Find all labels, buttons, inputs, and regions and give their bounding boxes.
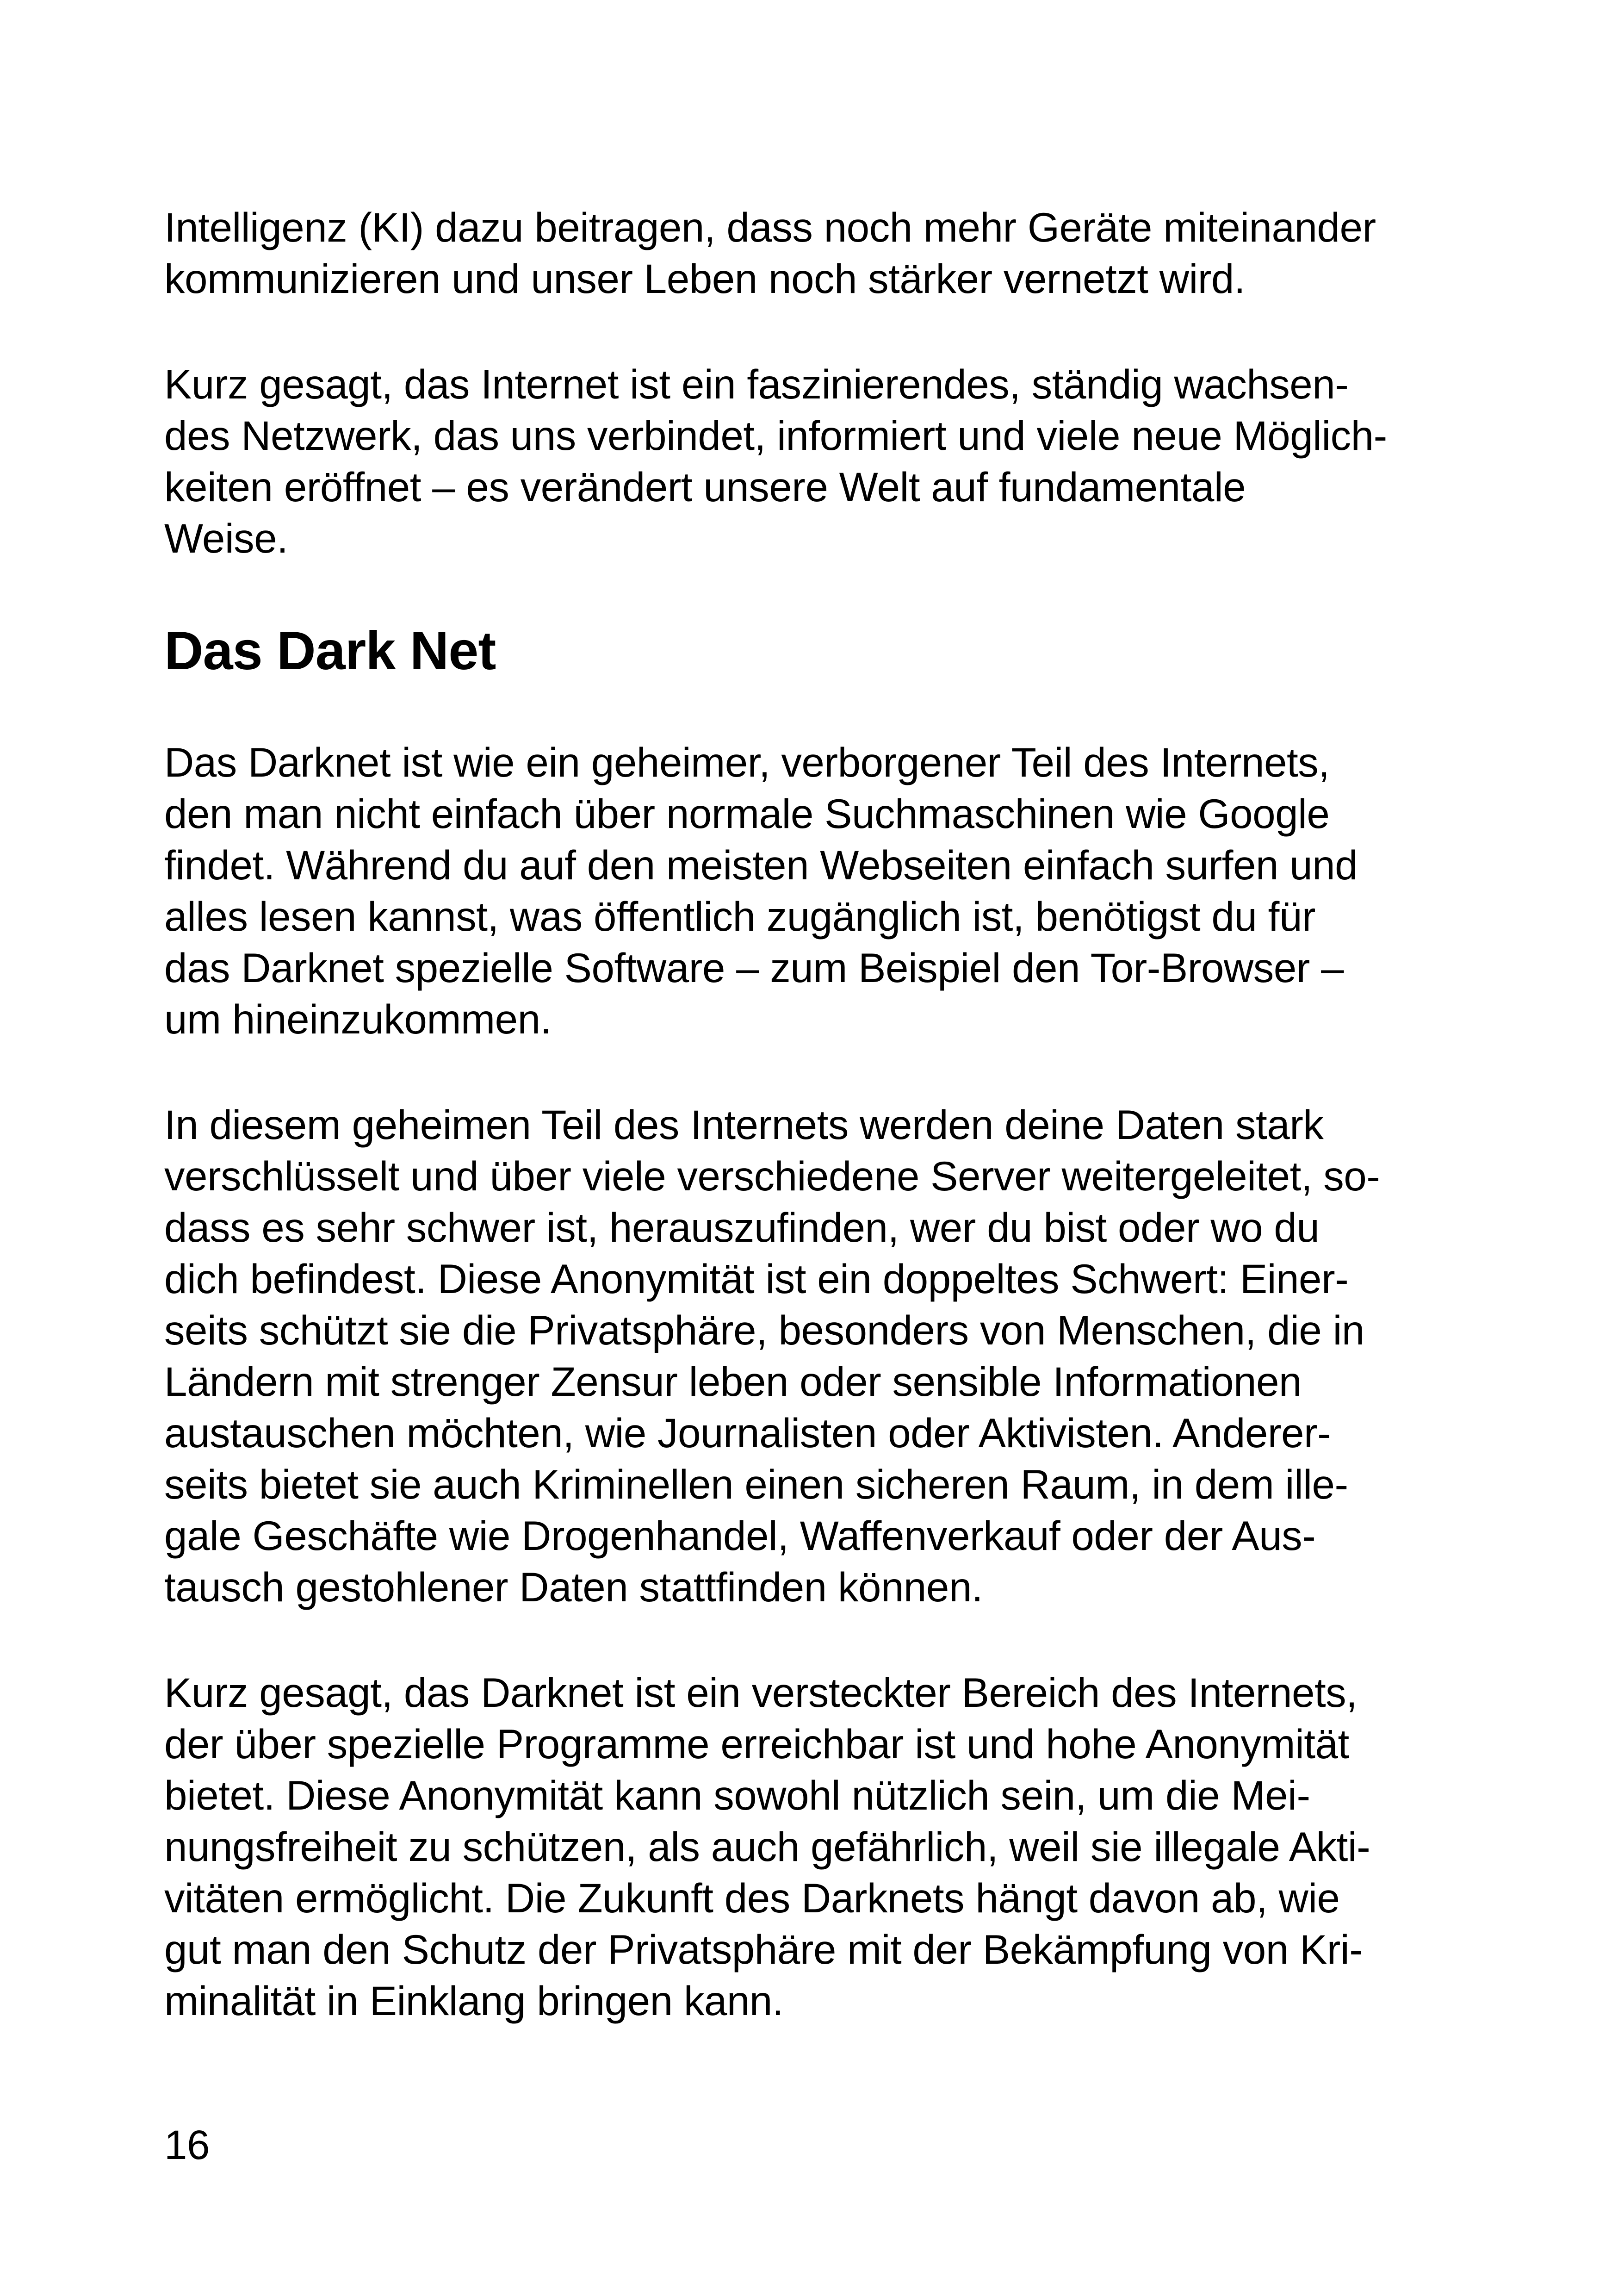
paragraph: [164, 1667, 1479, 2027]
text-line: Kurz gesagt, das Internet ist ein faszinierendes, ständig wachsen-: [164, 361, 1349, 407]
text-line: seits bietet sie auch Kriminellen einen sicheren Raum, in dem ille-: [164, 1461, 1348, 1507]
text-line: gale Geschäfte wie Drogenhandel, Waffenverkauf oder der Aus-: [164, 1512, 1316, 1559]
text-line: kommunizieren und unser Leben noch stärker vernetzt wird.: [164, 255, 1246, 302]
text-line: gut man den Schutz der Privatsphäre mit der Bekämpfung von Kri-: [164, 1926, 1363, 1972]
text-line: dass es sehr schwer ist, herauszufinden, wer du bist oder wo du: [164, 1204, 1320, 1251]
text-line: dich befindest. Diese Anonymität ist ein doppeltes Schwert: Einer-: [164, 1256, 1349, 1302]
text-line: alles lesen kannst, was öffentlich zugänglich ist, benötigst du für: [164, 893, 1316, 940]
text-line: Das Darknet ist wie ein geheimer, verborgener Teil des Internets,: [164, 739, 1330, 785]
text-line: den man nicht einfach über normale Suchmaschinen wie Google: [164, 790, 1330, 837]
text-line: keiten eröffnet – es verändert unsere Welt auf fundamentale: [164, 464, 1246, 510]
text-line: bietet. Diese Anonymität kann sowohl nützlich sein, um die Mei-: [164, 1772, 1310, 1818]
text-line: nungsfreiheit zu schützen, als auch gefährlich, weil sie illegale Akti-: [164, 1823, 1370, 1870]
text-line: Weise.: [164, 515, 288, 561]
section-heading: Das Dark Net: [164, 620, 496, 681]
page-number: 16: [164, 2122, 210, 2168]
text-line: tausch gestohlener Daten stattfinden können.: [164, 1564, 983, 1610]
paragraph: [164, 1099, 1479, 1613]
page-footer: [164, 2119, 1479, 2171]
text-line: minalität in Einklang bringen kann.: [164, 1978, 784, 2024]
text-line: Intelligenz (KI) dazu beitragen, dass noch mehr Geräte miteinander: [164, 204, 1376, 250]
text-line: das Darknet spezielle Software – zum Beispiel den Tor-Browser –: [164, 945, 1344, 991]
paragraph: [164, 737, 1479, 1045]
text-line: Ländern mit strenger Zensur leben oder sensible Informationen: [164, 1358, 1302, 1405]
text-line: In diesem geheimen Teil des Internets werden deine Daten stark: [164, 1101, 1324, 1148]
text-line: austauschen möchten, wie Journalisten oder Aktivisten. Anderer-: [164, 1410, 1331, 1456]
text-line: seits schützt sie die Privatsphäre, besonders von Menschen, die in: [164, 1307, 1364, 1353]
text-line: vitäten ermöglicht. Die Zukunft des Darknets hängt davon ab, wie: [164, 1875, 1340, 1921]
text-line: des Netzwerk, das uns verbindet, informiert und viele neue Möglich-: [164, 412, 1387, 459]
text-line: Kurz gesagt, das Darknet ist ein versteckter Bereich des Internets,: [164, 1669, 1358, 1716]
paragraph: [164, 359, 1479, 564]
text-line: findet. Während du auf den meisten Webseiten einfach surfen und: [164, 842, 1358, 888]
paragraph: [164, 202, 1479, 305]
text-blocks: [164, 202, 1479, 2027]
text-line: verschlüsselt und über viele verschiedene Server weitergeleitet, so-: [164, 1153, 1380, 1199]
text-line: um hineinzukommen.: [164, 996, 552, 1042]
text-line: der über spezielle Programme erreichbar ist und hohe Anonymität: [164, 1721, 1349, 1767]
